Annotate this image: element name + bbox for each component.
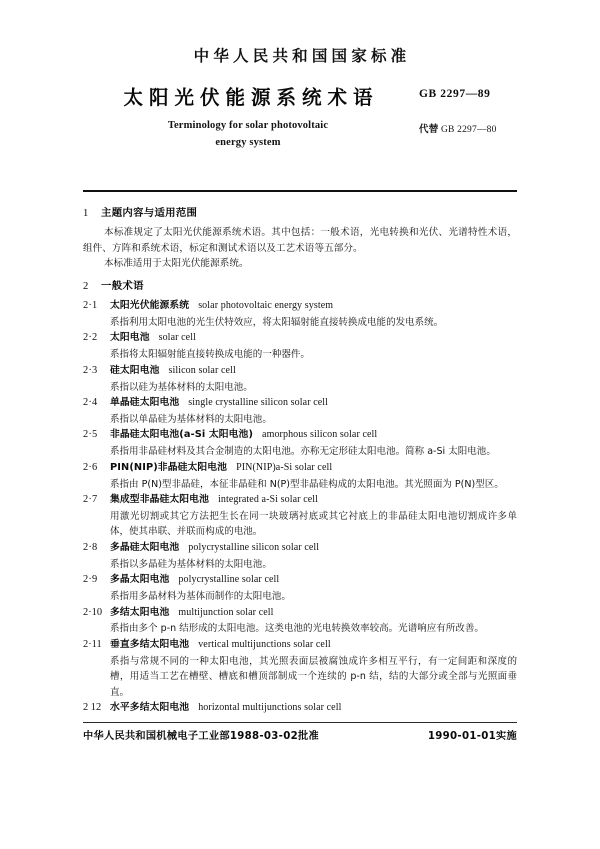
section-heading-1 (83, 207, 600, 220)
national-standard-header: 中华人民共和国国家标准 (193, 47, 411, 65)
term-entry (83, 700, 517, 717)
term-index: 2·4 (83, 397, 98, 409)
replaces-number: GB 2297—80 (440, 125, 497, 136)
term-chinese: 多晶太阳电池 (110, 574, 170, 586)
replaces-label: 代替 (419, 124, 439, 136)
standard-number: GB 2297—89 (419, 88, 491, 101)
term-entry (83, 460, 517, 492)
term-header (83, 492, 517, 509)
page-footer (83, 727, 517, 742)
term-index: 2·5 (83, 429, 98, 441)
title-row (77, 86, 523, 152)
section-1-paragraph-1: 本标准规定了太阳光伏能源系统术语。其中包括：一般术语，光电转换和光伏、光谱特性术语，组件、方阵和系统术语，标定和测试术语以及工艺术语等五部分。 (83, 227, 517, 254)
term-english: integrated a-Si solar cell (217, 494, 319, 506)
term-header (83, 427, 517, 444)
term-chinese: PIN(NIP)非晶硅太阳电池 (110, 461, 228, 473)
term-english: polycrystalline silicon solar cell (188, 541, 320, 553)
term-header (83, 363, 517, 380)
term-definition: 系指用多晶材料为基体而制作的太阳电池。 (110, 591, 291, 603)
term-english: amorphous silicon solar cell (262, 429, 378, 441)
term-header (83, 637, 517, 654)
term-english: solar cell (158, 332, 196, 344)
term-chinese: 多晶硅太阳电池 (110, 541, 180, 553)
title-english-line-2: energy system (215, 136, 281, 148)
title-block (77, 86, 419, 151)
term-entry (83, 298, 517, 330)
term-header (83, 572, 517, 589)
term-entry (83, 427, 517, 459)
term-entry (83, 605, 517, 637)
term-header (83, 605, 517, 622)
term-chinese: 集成型非晶硅太阳电池 (110, 494, 209, 506)
term-chinese: 非晶硅太阳电池(a-Si 太阳电池) (110, 429, 254, 441)
term-english: solar photovoltaic energy system (198, 300, 334, 312)
term-chinese: 垂直多结太阳电池 (110, 638, 190, 650)
term-header (83, 460, 517, 477)
header-divider-rule (83, 190, 517, 192)
term-definition: 系指由多个 p-n 结形成的太阳电池。这类电池的光电转换效率较高。光谱响应有所改善。 (110, 623, 484, 635)
standard-replaces (419, 121, 523, 135)
term-definition: 系指以多晶硅为基体材料的太阳电池。 (110, 558, 272, 570)
term-english: single crystalline silicon solar cell (188, 397, 329, 409)
term-header (83, 700, 517, 717)
term-english: horizontal multijunctions solar cell (198, 702, 342, 714)
section-title-1: 主题内容与适用范围 (101, 207, 198, 219)
term-index: 2·9 (83, 574, 98, 586)
document-title-english (77, 118, 419, 151)
term-definition: 系指用非晶硅材料及其合金制造的太阳电池。亦称无定形硅太阳电池。简称 a-Si 太阳电池。 (110, 446, 496, 458)
term-header (83, 298, 517, 315)
term-index: 2·11 (83, 638, 102, 650)
standard-number-block (419, 88, 523, 135)
term-index: 2·1 (83, 300, 98, 312)
term-english: polycrystalline solar cell (178, 574, 280, 586)
term-english: PIN(NIP)a-Si solar cell (236, 461, 333, 473)
term-index: 2·7 (83, 494, 98, 506)
term-entry (83, 637, 517, 700)
section-1-paragraph-2: 本标准适用于太阳光伏能源系统。 (104, 258, 249, 270)
term-index: 2·10 (83, 606, 103, 618)
term-header (83, 395, 517, 412)
footer-effective-date: 1990-01-01实施 (427, 731, 517, 742)
title-english-line-1: Terminology for solar photovoltaic (167, 120, 329, 132)
section-number-1: 1 (83, 208, 89, 219)
term-english: multijunction solar cell (178, 606, 274, 618)
term-index: 2·6 (83, 461, 98, 473)
document-title-chinese: 太阳光伏能源系统术语 (123, 86, 379, 110)
term-chinese: 单晶硅太阳电池 (110, 397, 180, 409)
section-heading-2 (83, 280, 600, 293)
term-definition: 系指以单晶硅为基体材料的太阳电池。 (110, 413, 272, 425)
term-index: 2·3 (83, 364, 98, 376)
term-chinese: 多结太阳电池 (110, 606, 170, 618)
term-index: 2 12 (83, 702, 102, 714)
term-entry (83, 540, 517, 572)
term-definition: 系指与常规不同的一种太阳电池，其光照表面层被腐蚀成许多相互平行，有一定间距和深度的槽，用适当工艺在槽壁、槽底和槽顶部制成一个连续的 p-n 结，结的大部分或全部与光照面垂直。 (110, 655, 517, 698)
term-chinese: 水平多结太阳电池 (110, 702, 190, 714)
term-chinese: 太阳电池 (110, 332, 150, 344)
term-english: silicon solar cell (168, 364, 236, 376)
masthead (77, 48, 523, 152)
term-index: 2·2 (83, 332, 98, 344)
term-header (83, 540, 517, 557)
term-entry (83, 492, 517, 540)
term-definition: 系指将太阳辐射能直接转换成电能的一种器件。 (110, 349, 310, 361)
section-title-2: 一般术语 (101, 279, 144, 292)
term-definition: 系指由 P(N)型非晶硅，本征非晶硅和 N(P)型非晶硅构成的太阳电池。其光照面为 P(N)型区。 (110, 478, 504, 490)
term-entry (83, 395, 517, 427)
term-header (83, 330, 517, 347)
term-entry (83, 363, 517, 395)
footer-approval-text: 中华人民共和国机械电子工业部1988-03-02批准 (83, 731, 319, 742)
term-definition: 系指利用太阳电池的光生伏特效应，将太阳辐射能直接转换成电能的发电系统。 (110, 316, 444, 328)
term-definition: 系指以硅为基体材料的太阳电池。 (110, 381, 253, 393)
section-number-2: 2 (83, 280, 89, 292)
term-english: vertical multijunctions solar cell (198, 638, 331, 650)
term-chinese: 太阳光伏能源系统 (110, 300, 190, 312)
term-index: 2·8 (83, 541, 98, 553)
term-entry (83, 330, 517, 362)
term-definition: 用激光切割或其它方法把生长在同一块玻璃衬底或其它衬底上的非晶硅太阳电池切割成许多单体，使其串联、并联而构成的电池。 (110, 510, 517, 538)
term-entry (83, 572, 517, 604)
footer-divider-rule (83, 722, 517, 723)
term-chinese: 硅太阳电池 (110, 364, 160, 376)
document-body (0, 207, 600, 717)
